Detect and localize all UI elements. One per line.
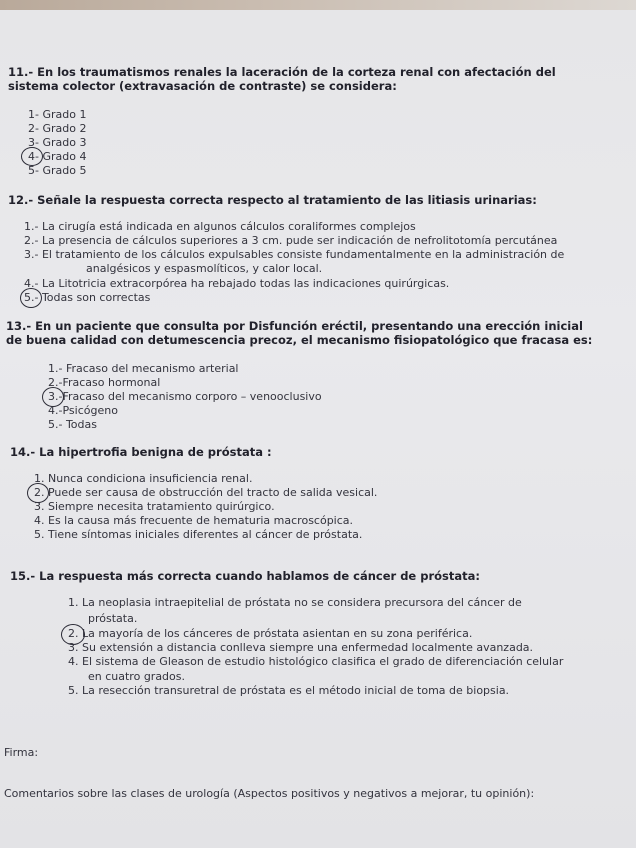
- q13-option-5: 5.- Todas: [48, 418, 97, 431]
- q14-option-1: 1. Nunca condiciona insuficiencia renal.: [34, 472, 253, 485]
- question-13-title-line2: de buena calidad con detumescencia precoz, el mecanismo fisiopatológico que fracasa es:: [6, 333, 593, 347]
- q12-option-5: 5.- Todas son correctas: [24, 291, 151, 304]
- q11-option-2: 2- Grado 2: [28, 122, 87, 135]
- q14-option-4: 4. Es la causa más frecuente de hematuria macroscópica.: [34, 514, 354, 527]
- q12-option-3: 3.- El tratamiento de los cálculos expulsables consiste fundamentalmente en la administración de: [24, 248, 565, 261]
- photo-top-edge: [0, 0, 636, 10]
- q14-option-3: 3. Siempre necesita tratamiento quirúrgico.: [34, 500, 275, 513]
- q15-option-1-cont: próstata.: [88, 612, 138, 625]
- question-12-title: 12.- Señale la respuesta correcta respecto al tratamiento de las litiasis urinarias:: [8, 193, 537, 207]
- q15-option-5: 5. La resección transuretral de próstata es el método inicial de toma de biopsia.: [68, 684, 510, 697]
- q13-option-1: 1.- Fracaso del mecanismo arterial: [48, 362, 239, 375]
- q12-option-1: 1.- La cirugía está indicada en algunos cálculos coraliformes complejos: [24, 220, 416, 233]
- q14-option-2: 2. Puede ser causa de obstrucción del tracto de salida vesical.: [34, 486, 378, 499]
- q12-option-3-cont: analgésicos y espasmolíticos, y calor local.: [86, 262, 323, 275]
- q15-option-1: 1. La neoplasia intraepitelial de próstata no se considera precursora del cáncer de: [68, 596, 522, 609]
- question-14-title: 14.- La hipertrofia benigna de próstata :: [10, 445, 272, 459]
- comments-label: Comentarios sobre las clases de urología (Aspectos positivos y negativos a mejorar, tu opinión):: [4, 787, 535, 800]
- q13-option-3: 3.-Fracaso del mecanismo corporo – venooclusivo: [48, 390, 322, 403]
- q11-option-5: 5- Grado 5: [28, 164, 87, 177]
- answer-circle-mark: [20, 288, 42, 308]
- q11-option-3: 3- Grado 3: [28, 136, 87, 149]
- q15-option-4-cont: en cuatro grados.: [88, 670, 186, 683]
- q11-option-1: 1- Grado 1: [28, 108, 87, 121]
- question-11-title-line1: 11.- En los traumatismos renales la laceración de la corteza renal con afectación del: [8, 65, 556, 79]
- q15-option-2: 2. La mayoría de los cánceres de próstata asientan en su zona periférica.: [68, 627, 473, 640]
- signature-label: Firma:: [4, 746, 39, 759]
- question-11-title-line2: sistema colector (extravasación de contraste) se considera:: [8, 79, 397, 93]
- q15-option-3: 3. Su extensión a distancia conlleva siempre una enfermedad localmente avanzada.: [68, 641, 534, 654]
- q11-option-4: 4- Grado 4: [28, 150, 87, 163]
- q12-option-2: 2.- La presencia de cálculos superiores a 3 cm. pude ser indicación de nefrolitotomía percutánea: [24, 234, 558, 247]
- question-15-title: 15.- La respuesta más correcta cuando hablamos de cáncer de próstata:: [10, 569, 481, 583]
- q12-option-4: 4.- La Litotricia extracorpórea ha rebajado todas las indicaciones quirúrgicas.: [24, 277, 450, 290]
- q13-option-2: 2.-Fracaso hormonal: [48, 376, 161, 389]
- question-13-title-line1: 13.- En un paciente que consulta por Disfunción eréctil, presentando una erección inicial: [6, 319, 583, 333]
- q14-option-5: 5. Tiene síntomas iniciales diferentes al cáncer de próstata.: [34, 528, 363, 541]
- q15-option-4: 4. El sistema de Gleason de estudio histológico clasifica el grado de diferenciación celular: [68, 655, 564, 668]
- q13-option-4: 4.-Psicógeno: [48, 404, 118, 417]
